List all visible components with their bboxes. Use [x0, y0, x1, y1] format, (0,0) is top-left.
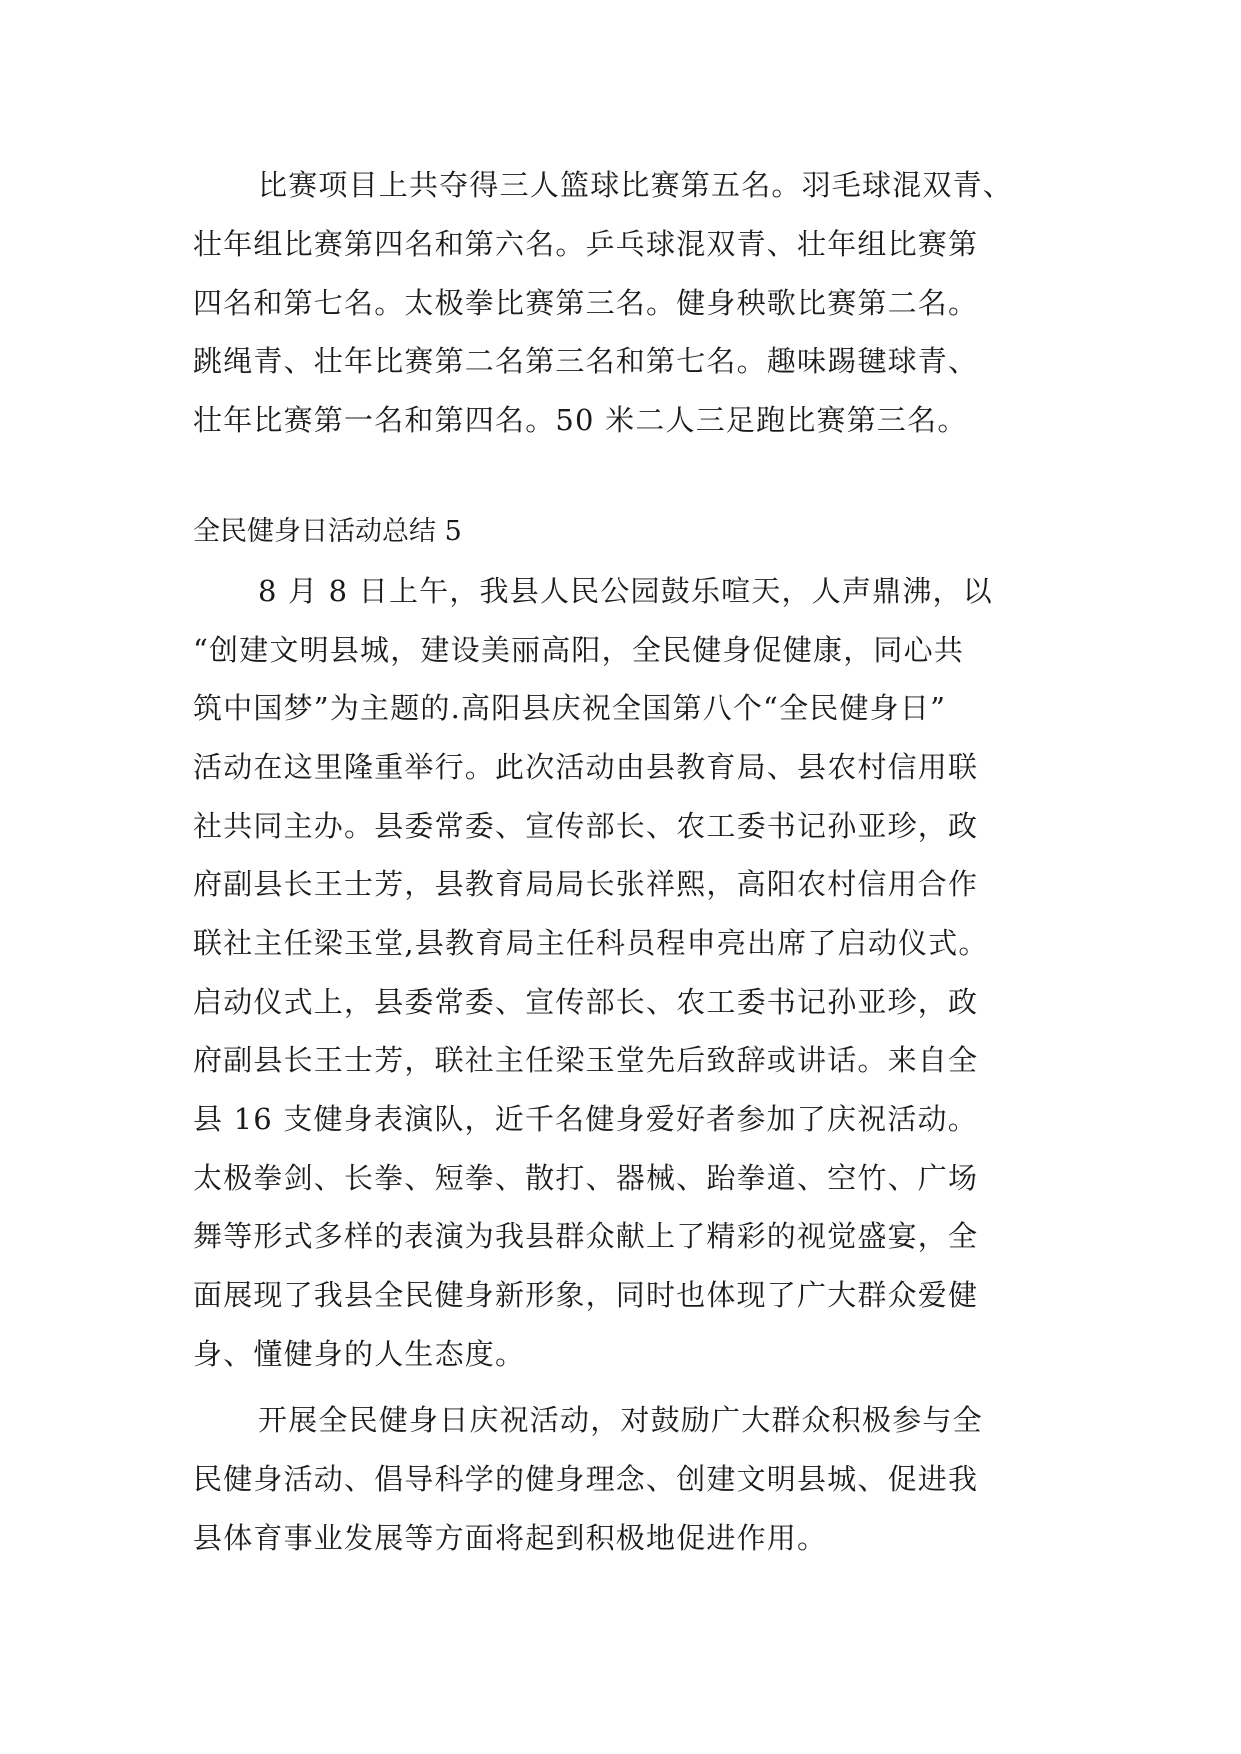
paragraph-line: 民健身活动、倡导科学的健身理念、创建文明县城、促进我	[193, 1462, 979, 1496]
paragraph-line: 太极拳剑、长拳、短拳、散打、器械、跆拳道、空竹、广场	[193, 1161, 979, 1195]
paragraph-line: 县 16 支健身表演队，近千名健身爱好者参加了庆祝活动。	[193, 1102, 978, 1136]
paragraph-line: 壮年比赛第一名和第四名。50 米二人三足跑比赛第三名。	[193, 403, 968, 437]
paragraph-line: 启动仪式上，县委常委、宣传部长、农工委书记孙亚珍，政	[193, 985, 979, 1019]
paragraph-line: 活动在这里隆重举行。此次活动由县教育局、县农村信用联	[193, 750, 979, 784]
paragraph-line: 比赛项目上共夺得三人篮球比赛第五名。羽毛球混双青、	[258, 168, 1014, 202]
paragraph-line: 跳绳青、壮年比赛第二名第三名和第七名。趣味踢毽球青、	[193, 344, 979, 378]
paragraph-line: 县体育事业发展等方面将起到积极地促进作用。	[193, 1521, 828, 1555]
paragraph-line: 联社主任梁玉堂,县教育局主任科员程申亮出席了启动仪式。	[193, 926, 989, 960]
paragraph-line: 面展现了我县全民健身新形象，同时也体现了广大群众爱健	[193, 1278, 979, 1312]
paragraph-line: 8 月 8 日上午，我县人民公园鼓乐喧天，人声鼎沸，以	[258, 574, 993, 608]
paragraph-line: 府副县长王士芳，联社主任梁玉堂先后致辞或讲话。来自全	[193, 1043, 979, 1077]
paragraph-line: 筑中国梦”为主题的.高阳县庆祝全国第八个“全民健身日”	[193, 691, 947, 725]
paragraph-line: 四名和第七名。太极拳比赛第三名。健身秧歌比赛第二名。	[193, 286, 979, 320]
section-title: 全民健身日活动总结 5	[193, 516, 462, 547]
paragraph-line: 舞等形式多样的表演为我县群众献上了精彩的视觉盛宴，全	[193, 1219, 979, 1253]
paragraph-line: 开展全民健身日庆祝活动，对鼓励广大群众积极参与全	[258, 1403, 983, 1437]
paragraph-line: 身、懂健身的人生态度。	[193, 1337, 526, 1371]
paragraph-line: “创建文明县城，建设美丽高阳，全民健身促健康，同心共	[193, 633, 965, 667]
paragraph-line: 壮年组比赛第四名和第六名。乒乓球混双青、壮年组比赛第	[193, 227, 979, 261]
paragraph-line: 府副县长王士芳，县教育局局长张祥熙，高阳农村信用合作	[193, 867, 979, 901]
paragraph-line: 社共同主办。县委常委、宣传部长、农工委书记孙亚珍，政	[193, 809, 979, 843]
